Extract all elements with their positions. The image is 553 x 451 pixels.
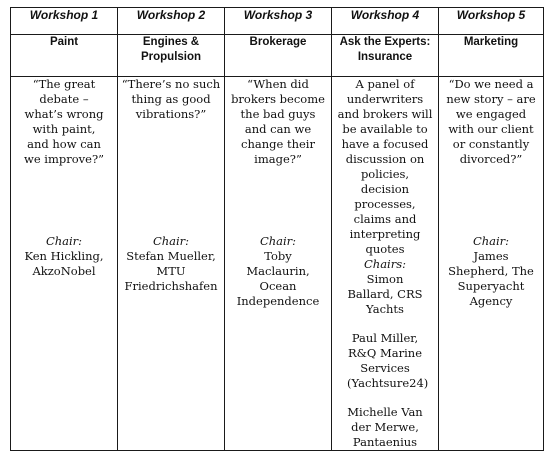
workshop-5-description: “Do we need a new story – are we engaged with our client or constantly divorced?” — [446, 77, 536, 166]
workshop-4-chair-name-3: Michelle Van der Merwe, Pantaenius — [347, 405, 423, 449]
workshop-2-details — [118, 77, 225, 451]
workshop-2-number-cell — [118, 8, 225, 35]
workshop-4-description: A panel of underwriters and brokers will be available to have a focused discussion on policies, decision processes, claims and interpreting quotes — [337, 77, 433, 256]
workshop-3-topic: Brokerage — [225, 35, 332, 77]
workshop-3-details — [225, 77, 332, 451]
workshop-4-chair-label: Chairs: — [363, 257, 406, 271]
workshop-5-number-cell — [439, 8, 544, 35]
workshop-2-topic: Engines & Propulsion — [118, 35, 225, 77]
workshop-1-chair-name: Ken Hickling, AkzoNobel — [24, 249, 104, 278]
workshop-number-row — [11, 8, 544, 35]
workshop-2-chair-name: Stefan Mueller, MTU Friedrichshafen — [124, 249, 218, 293]
workshop-4-chair-name-2: Paul Miller, R&Q Marine Services (Yachtsure24) — [347, 331, 429, 390]
workshop-1-chair-label: Chair: — [45, 234, 83, 248]
workshop-details-row — [11, 77, 544, 451]
workshop-1-description: “The great debate – what’s wrong with paint, and how can we improve?” — [23, 77, 105, 166]
workshop-4-details — [332, 77, 439, 451]
workshop-3-description: “When did brokers become the bad guys and can we change their image?” — [231, 77, 325, 166]
workshop-1-topic: Paint — [11, 35, 118, 77]
workshop-5-number: Workshop 5 — [456, 8, 526, 22]
workshop-3-number-cell — [225, 8, 332, 35]
workshop-3-chair-label: Chair: — [259, 234, 297, 248]
workshop-4-chair-name-1: Simon Ballard, CRS Yachts — [347, 272, 423, 316]
workshop-1-number: Workshop 1 — [29, 8, 99, 22]
workshop-3-number: Workshop 3 — [243, 8, 313, 22]
workshop-1-details — [11, 77, 118, 451]
workshop-4-topic: Ask the Experts: Insurance — [332, 35, 439, 77]
workshop-2-description: “There’s no such thing as good vibrations?” — [121, 77, 221, 121]
workshop-3-chair-name: Toby Maclaurin, Ocean Independence — [236, 249, 320, 308]
workshop-4-number: Workshop 4 — [350, 8, 420, 22]
workshop-topic-row — [11, 35, 544, 77]
workshop-5-chair-name: James Shepherd, The Superyacht Agency — [448, 249, 534, 308]
workshops-table — [10, 7, 544, 451]
workshop-2-number: Workshop 2 — [136, 8, 206, 22]
workshop-5-details — [439, 77, 544, 451]
workshop-1-number-cell — [11, 8, 118, 35]
workshop-5-chair-label: Chair: — [472, 234, 510, 248]
workshop-2-chair-label: Chair: — [152, 234, 190, 248]
workshop-4-number-cell — [332, 8, 439, 35]
workshop-5-topic: Marketing — [439, 35, 544, 77]
